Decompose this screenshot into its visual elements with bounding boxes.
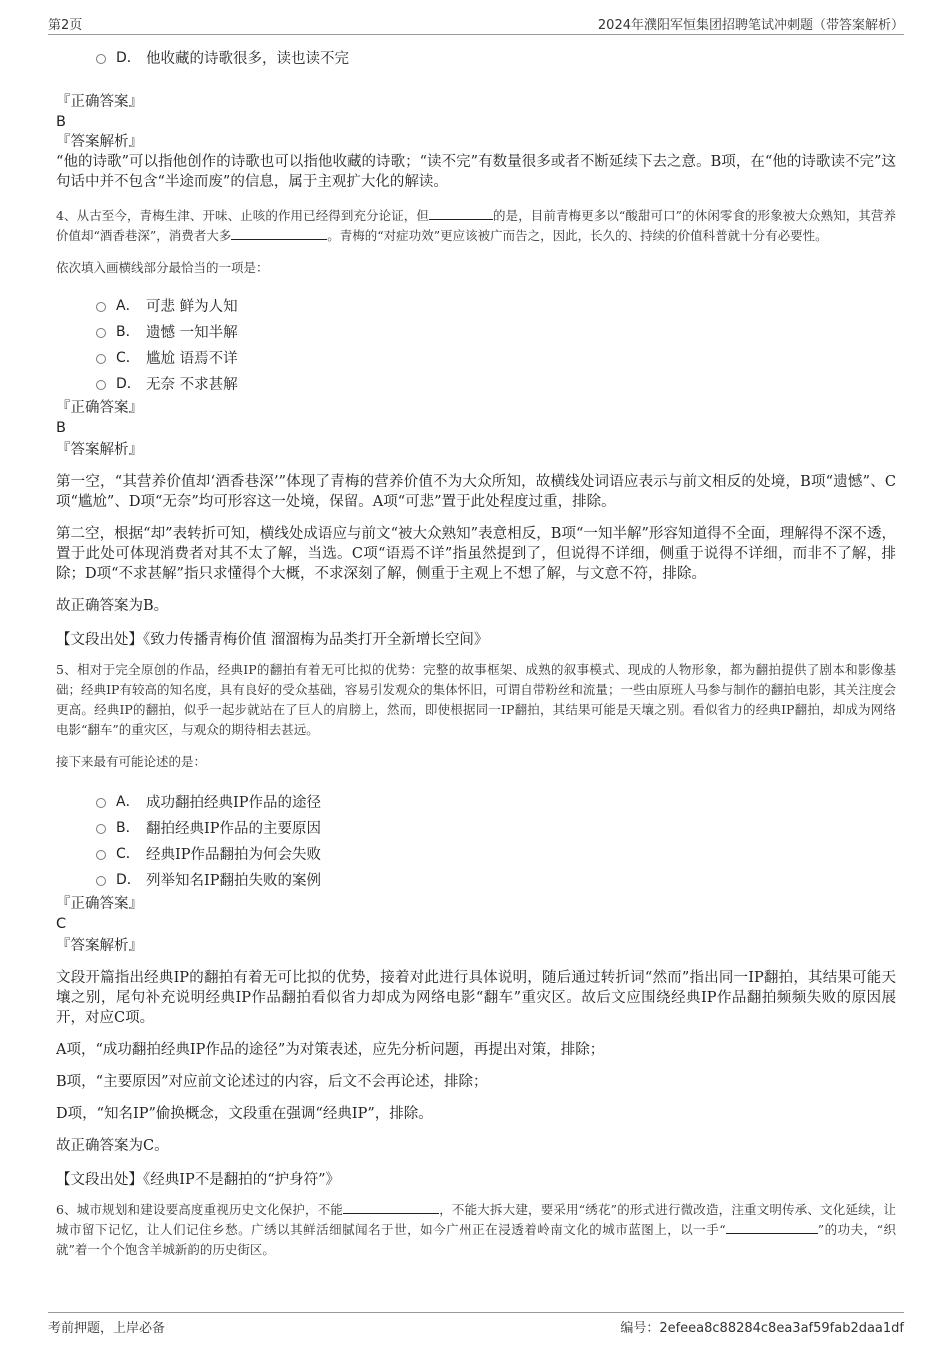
q4-option-a[interactable]: A． 可悲 鲜为人知 (96, 292, 896, 318)
analysis-text: 第二空，根据“却”表转折可知，横线处成语应与前文“被大众熟知”表意相反，B项“一知半解”形容知道得不全面，理解得不深不透，置于此处可体现消费者对其不太了解，当选。C项“语焉不详”指虽然提到了，但说得不详细，侧重于说得不详细，而非不了解，排除；D项“不求甚解”指只求懂得个大概，不求深刻了解，侧重于主观上不想了解，与文意不符，排除。 (56, 526, 896, 582)
analysis-text: 第一空，“其营养价值却‘酒香巷深’”体现了青梅的营养价值不为大众所知，故横线处词语应表示与前文相反的处境，B项“遗憾”、C项“尴尬”、D项“无奈”均可形容这一处境，保留。A项“可悲”置于此处程度过重，排除。 (56, 474, 896, 510)
analysis-conclusion: 故正确答案为C。 (56, 1138, 169, 1154)
radio-icon[interactable] (96, 380, 106, 390)
q4-option-d[interactable]: D． 无奈 不求甚解 (96, 370, 896, 396)
document-id: 编号：2efeea8c88284c8ea3af59fab2daa1df (620, 1321, 904, 1336)
question-6-stem: 6、城市规划和建设要高度重视历史文化保护，不能 ，不能大拆大建，要采用“绣花”的形式进行微改造，注重文明传承、文化延续，让城市留下记忆，让人们记住乡愁。广绣以其鲜活细腻闻名于世，如今广州正在浸透着岭南文化的城市蓝图上，以一手“ ”的功夫，“织就”着一个个饱含羊城新韵的历史街区。 (56, 1202, 897, 1257)
answer-value: C (56, 916, 67, 932)
q4-option-b[interactable]: B． 遗憾 一知半解 (96, 318, 896, 344)
answer-label: 『正确答案』 (56, 896, 143, 912)
question-5-prompt: 接下来最有可能论述的是： (56, 754, 207, 769)
source-citation: 【文段出处】《致力传播青梅价值 溜溜梅为品类打开全新增长空间》 (56, 632, 489, 648)
analysis-text: A项，“成功翻拍经典IP作品的途径”为对策表述，应先分析问题，再提出对策，排除； (56, 1042, 605, 1058)
analysis-text: B项，“主要原因”对应前文论述过的内容，后文不会再论述，排除； (56, 1074, 488, 1090)
analysis-text: 文段开篇指出经典IP的翻拍有着无可比拟的优势，接着对此进行具体说明，随后通过转折词“然而”指出同一IP翻拍，其结果可能天壤之别，尾句补充说明经典IP作品翻拍看似省力却成为网络电影“翻车”重灾区。故后文应围绕经典IP作品翻拍频频失败的原因展开，对应C项。 (56, 970, 896, 1026)
radio-icon[interactable] (96, 876, 106, 886)
question-4-stem: 4、从古至今，青梅生津、开味、止咳的作用已经得到充分论证，但 的是，目前青梅更多以“酸甜可口”的休闲零食的形象被大众熟知，其营养价值却“酒香巷深”，消费者大多 。青梅的“对症功效”更应该被广而告之，因此，长久的、持续的价值科普就十分有必要性。 (56, 208, 896, 243)
answer-value: B (56, 114, 66, 130)
radio-icon[interactable] (96, 354, 106, 364)
radio-icon[interactable] (96, 798, 106, 808)
source-citation: 【文段出处】《经典IP不是翻拍的“护身符”》 (56, 1172, 341, 1188)
fill-blank (429, 207, 493, 220)
page-footer (48, 1312, 904, 1339)
document-title: 2024年濮阳军恒集团招聘笔试冲刺题（带答案解析） (597, 18, 904, 33)
fill-blank (343, 1201, 439, 1214)
footer-slogan: 考前押题，上岸必备 (48, 1321, 166, 1336)
analysis-label: 『答案解析』 (56, 134, 143, 150)
q5-option-a[interactable]: A． 成功翻拍经典IP作品的途径 (96, 788, 896, 814)
q5-option-d[interactable]: D． 列举知名IP翻拍失败的案例 (96, 866, 896, 892)
question-5-stem: 5、相对于完全原创的作品，经典IP的翻拍有着无可比拟的优势：完整的故事框架、成熟的叙事模式、现成的人物形象，都为翻拍提供了剧本和影像基础；经典IP有较高的知名度，具有良好的受众基础，容易引发观众的集体怀旧，可谓自带粉丝和流量；一些由原班人马参与制作的翻拍电影，其关注度会更高。经典IP的翻拍，似乎一起步就站在了巨人的肩膀上，然而，即使根据同一IP翻拍，其结果可能是天壤之别。看似省力的经典IP翻拍，却成为网络电影“翻车”的重灾区，与观众的期待相去甚远。 (56, 662, 896, 737)
analysis-text: D项，“知名IP”偷换概念，文段重在强调“经典IP”，排除。 (56, 1106, 433, 1122)
q3-option-d[interactable]: D． 他收藏的诗歌很多，读也读不完 (96, 44, 896, 70)
page-number: 第2页 (48, 18, 83, 33)
radio-icon[interactable] (96, 850, 106, 860)
q5-option-c[interactable]: C． 经典IP作品翻拍为何会失败 (96, 840, 896, 866)
fill-blank (231, 227, 327, 240)
answer-value: B (56, 420, 66, 436)
page-header (48, 12, 904, 35)
answer-label: 『正确答案』 (56, 94, 143, 110)
q4-option-c[interactable]: C． 尴尬 语焉不详 (96, 344, 896, 370)
answer-label: 『正确答案』 (56, 400, 143, 416)
radio-icon[interactable] (96, 54, 106, 64)
page-content (56, 40, 896, 1260)
radio-icon[interactable] (96, 328, 106, 338)
analysis-label: 『答案解析』 (56, 938, 143, 954)
question-4-prompt: 依次填入画横线部分最恰当的一项是： (56, 260, 269, 275)
q5-option-b[interactable]: B． 翻拍经典IP作品的主要原因 (96, 814, 896, 840)
radio-icon[interactable] (96, 302, 106, 312)
analysis-conclusion: 故正确答案为B。 (56, 598, 169, 614)
fill-blank (726, 1221, 818, 1234)
analysis-label: 『答案解析』 (56, 442, 143, 458)
radio-icon[interactable] (96, 824, 106, 834)
analysis-text: “他的诗歌”可以指他创作的诗歌也可以指他收藏的诗歌；“读不完”有数量很多或者不断延续下去之意。B项，在“他的诗歌读不完”这句话中并不包含“半途而废”的信息，属于主观扩大化的解读。 (56, 154, 896, 190)
